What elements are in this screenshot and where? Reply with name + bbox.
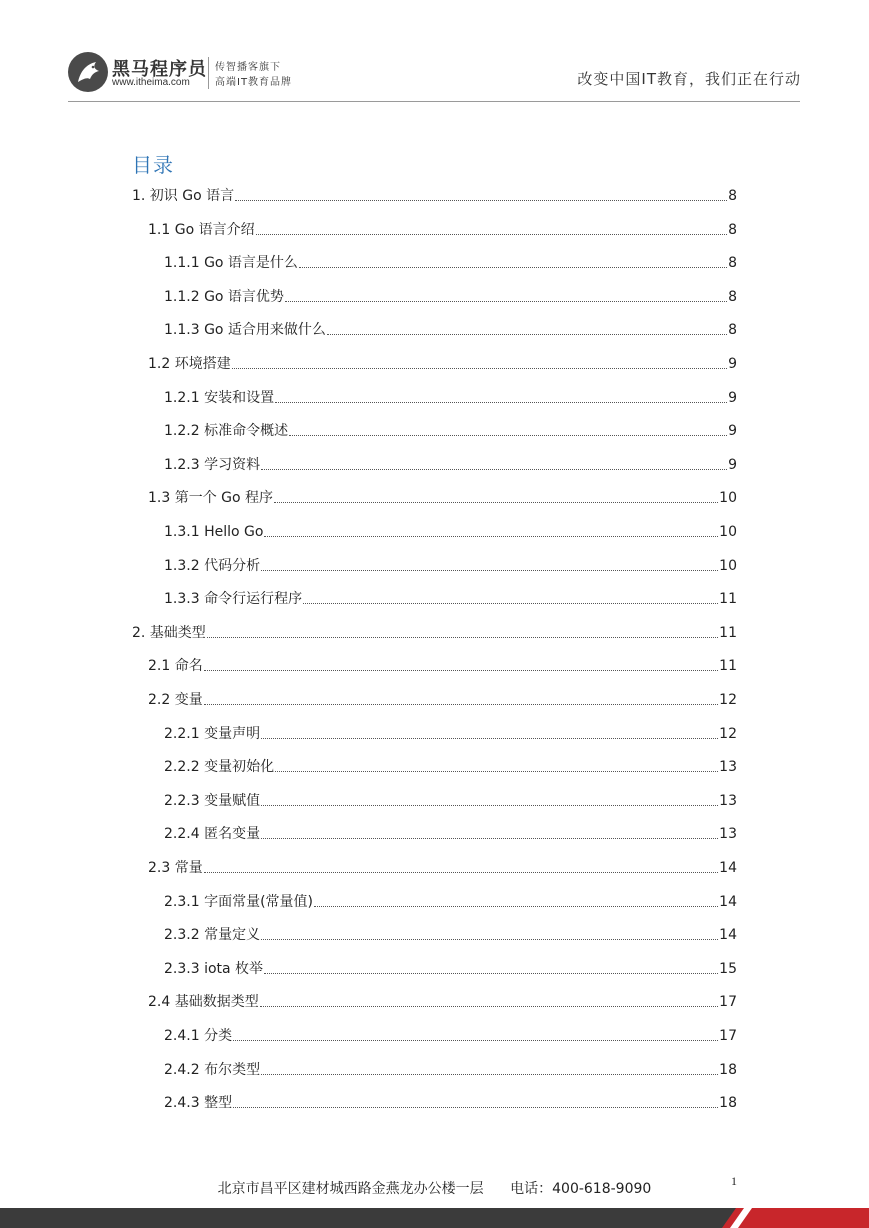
toc-entry-page: 11 (719, 591, 737, 607)
toc-title: 目录 (132, 153, 174, 177)
toc-entry-page: 8 (728, 289, 737, 305)
toc-entry-label: 1. 初识 Go 语言 (132, 188, 235, 204)
toc-entry[interactable] (148, 685, 737, 709)
toc-entry-label: 2.2 变量 (148, 692, 203, 708)
toc-entry-page: 13 (719, 759, 737, 775)
page-number: 1 (731, 1174, 737, 1188)
toc-dot-leader (204, 703, 718, 705)
toc-entry[interactable] (148, 215, 737, 239)
toc-dot-leader (261, 804, 718, 806)
toc-dot-leader (275, 770, 718, 772)
toc-entry[interactable] (164, 920, 737, 944)
toc-dot-leader (275, 401, 727, 403)
toc-entry-label: 1.3.1 Hello Go (164, 524, 264, 540)
toc-dot-leader (289, 434, 727, 436)
toc-dot-leader (207, 636, 718, 638)
toc-entry-page: 18 (719, 1095, 737, 1111)
toc-dot-leader (261, 468, 727, 470)
toc-entry[interactable] (132, 181, 737, 205)
toc-entry-page: 17 (719, 994, 737, 1010)
toc-entry-label: 2.4.2 布尔类型 (164, 1062, 261, 1078)
toc-dot-leader (261, 938, 718, 940)
toc-entry-label: 1.1 Go 语言介绍 (148, 222, 255, 238)
toc-entry-page: 14 (719, 927, 737, 943)
toc-entry[interactable] (164, 383, 737, 407)
toc-entry[interactable] (164, 450, 737, 474)
toc-entry-page: 9 (728, 457, 737, 473)
toc-dot-leader (314, 905, 718, 907)
toc-entry[interactable] (164, 1088, 737, 1112)
toc-entry[interactable] (164, 551, 737, 575)
toc-entry-page: 11 (719, 625, 737, 641)
toc-entry[interactable] (164, 819, 737, 843)
toc-entry[interactable] (164, 752, 737, 776)
toc-entry-label: 1.2.1 安装和设置 (164, 390, 275, 406)
toc-entry[interactable] (164, 517, 737, 541)
footer-phone: 电话：400-618-9090 (510, 1181, 652, 1197)
toc-dot-leader (327, 333, 727, 335)
toc-dot-leader (261, 569, 718, 571)
toc-entry-page: 13 (719, 826, 737, 842)
toc-entry[interactable] (148, 651, 737, 675)
header-slogan: 改变中国IT教育，我们正在行动 (577, 70, 801, 88)
footer-address: 北京市昌平区建材城西路金燕龙办公楼一层 (217, 1181, 484, 1197)
toc-entry-page: 9 (728, 390, 737, 406)
toc-entry-page: 10 (719, 524, 737, 540)
toc-dot-leader (256, 233, 727, 235)
toc-entry-label: 2.3.1 字面常量(常量值) (164, 894, 313, 910)
toc-entry-page: 18 (719, 1062, 737, 1078)
toc-entry-label: 1.2 环境搭建 (148, 356, 231, 372)
toc-entry-label: 2.4.3 整型 (164, 1095, 233, 1111)
toc-dot-leader (264, 972, 718, 974)
toc-dot-leader (261, 837, 718, 839)
toc-entry[interactable] (148, 483, 737, 507)
toc-entry[interactable] (164, 786, 737, 810)
toc-entry[interactable] (164, 282, 737, 306)
toc-entry-page: 11 (719, 658, 737, 674)
logo-divider (208, 57, 209, 89)
footer-bar (0, 1208, 869, 1228)
toc-dot-leader (233, 1106, 718, 1108)
toc-entry[interactable] (164, 315, 737, 339)
toc-entry[interactable] (164, 248, 737, 272)
toc-entry-page: 17 (719, 1028, 737, 1044)
toc-dot-leader (303, 602, 718, 604)
toc-dot-leader (235, 199, 727, 201)
toc-entry-page: 10 (719, 558, 737, 574)
toc-entry[interactable] (148, 987, 737, 1011)
toc-entry-page: 9 (728, 356, 737, 372)
toc-entry-page: 8 (728, 322, 737, 338)
toc-entry[interactable] (164, 887, 737, 911)
toc-entry-page: 10 (719, 490, 737, 506)
toc-dot-leader (204, 871, 718, 873)
toc-dot-leader (232, 367, 727, 369)
toc-entry-label: 1.2.3 学习资料 (164, 457, 261, 473)
toc-entry-label: 1.1.1 Go 语言是什么 (164, 255, 298, 271)
toc-entry-page: 9 (728, 423, 737, 439)
toc-entry-page: 14 (719, 894, 737, 910)
toc-entry[interactable] (164, 416, 737, 440)
toc-entry[interactable] (132, 618, 737, 642)
toc-dot-leader (204, 669, 718, 671)
toc-entry[interactable] (148, 349, 737, 373)
toc-entry-label: 2.2.1 变量声明 (164, 726, 261, 742)
toc-dot-leader (274, 501, 718, 503)
toc-entry-label: 2.4 基础数据类型 (148, 994, 259, 1010)
toc-dot-leader (299, 266, 727, 268)
logo-tagline-1: 传智播客旗下 (215, 62, 281, 73)
toc-entry-page: 14 (719, 860, 737, 876)
toc-entry-page: 8 (728, 255, 737, 271)
toc-entry[interactable] (164, 584, 737, 608)
toc-entry-label: 2.4.1 分类 (164, 1028, 233, 1044)
page-header (0, 0, 869, 110)
toc-dot-leader (285, 300, 727, 302)
toc-dot-leader (264, 535, 718, 537)
toc-dot-leader (260, 1005, 718, 1007)
toc-entry-label: 1.3 第一个 Go 程序 (148, 490, 274, 506)
toc-entry-label: 1.1.2 Go 语言优势 (164, 289, 284, 305)
toc-entry-page: 12 (719, 692, 737, 708)
toc-entry-page: 8 (728, 222, 737, 238)
toc-dot-leader (261, 1073, 718, 1075)
logo-url: www.itheima.com (112, 77, 190, 88)
toc-dot-leader (233, 1039, 718, 1041)
toc-entry-page: 8 (728, 188, 737, 204)
toc-entry-label: 2.1 命名 (148, 658, 203, 674)
logo-wordmark: 黑马程序员 (112, 59, 207, 80)
toc-entry-label: 2.2.3 变量赋值 (164, 793, 261, 809)
logo-tagline-2: 高端IT教育品牌 (215, 77, 293, 88)
toc-entry[interactable] (164, 954, 737, 978)
toc-entry-label: 2.3 常量 (148, 860, 203, 876)
toc-entry-page: 15 (719, 961, 737, 977)
toc-entry-label: 1.3.3 命令行运行程序 (164, 591, 303, 607)
toc-dot-leader (261, 737, 718, 739)
header-divider (68, 101, 800, 102)
toc-entry-label: 2.3.2 常量定义 (164, 927, 261, 943)
toc-entry[interactable] (148, 853, 737, 877)
toc-entry[interactable] (164, 719, 737, 743)
toc-entry-label: 1.1.3 Go 适合用来做什么 (164, 322, 326, 338)
horse-logo-icon (68, 52, 108, 92)
toc-entry-page: 13 (719, 793, 737, 809)
toc-entry-label: 2.2.2 变量初始化 (164, 759, 275, 775)
toc-entry-page: 12 (719, 726, 737, 742)
footer-contact (0, 1178, 869, 1198)
toc-entry-label: 2.3.3 iota 枚举 (164, 961, 264, 977)
toc-entry-label: 1.3.2 代码分析 (164, 558, 261, 574)
toc-entry-label: 2. 基础类型 (132, 625, 206, 641)
toc-entry-label: 1.2.2 标准命令概述 (164, 423, 289, 439)
toc-entry[interactable] (164, 1021, 737, 1045)
toc-entry[interactable] (164, 1055, 737, 1079)
toc-entry-label: 2.2.4 匿名变量 (164, 826, 261, 842)
